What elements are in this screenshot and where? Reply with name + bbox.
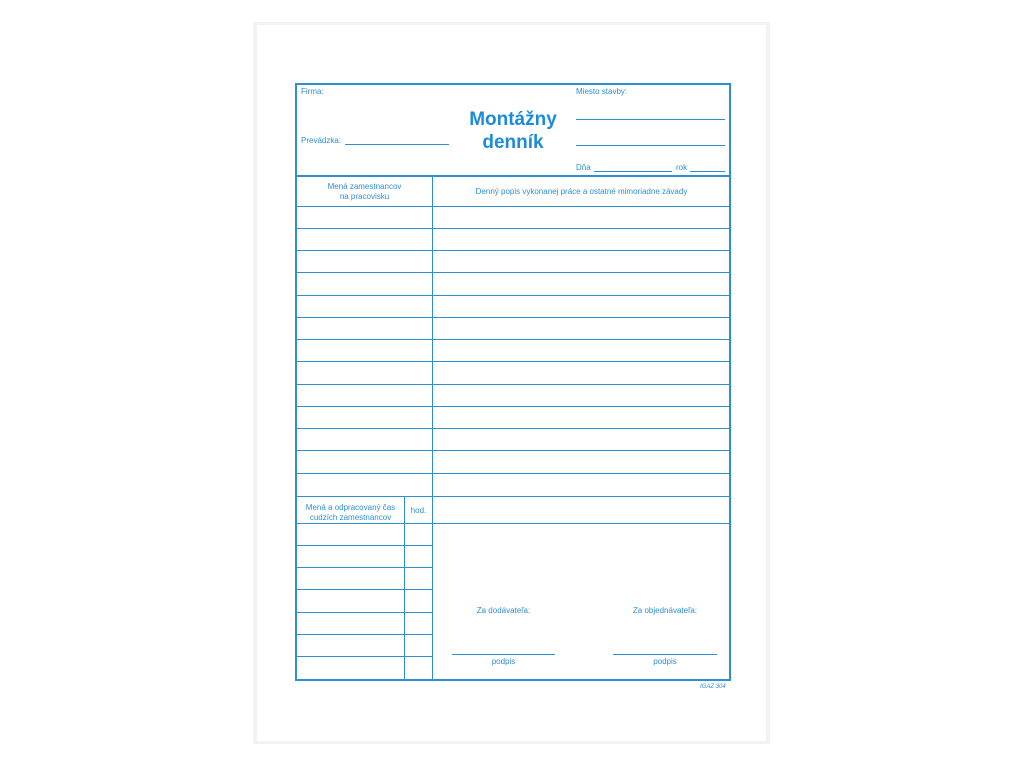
row-line: [295, 406, 731, 407]
row-line: [295, 428, 731, 429]
supplier-signature-line[interactable]: [452, 654, 555, 655]
prevadzka-field-line[interactable]: [345, 144, 449, 145]
rok-label: rok: [676, 163, 688, 172]
title-line-1: Montážny: [469, 109, 557, 130]
description-header: Denný popis vykonanej práce a ostatné mimoriadne závady: [475, 187, 688, 196]
external-row-line: [295, 589, 432, 590]
header-divider: [295, 175, 731, 177]
title-line-2: denník: [482, 132, 544, 153]
external-row-line: [295, 612, 432, 613]
form-code: IGAZ 304: [700, 684, 726, 690]
row-line: [295, 361, 731, 362]
customer-sign-caption: podpis: [653, 657, 677, 666]
hours-label: hod.: [410, 506, 427, 515]
external-header-divider: [295, 523, 731, 524]
row-line: [295, 250, 731, 251]
row-line: [295, 450, 731, 451]
external-header: [297, 503, 404, 523]
row-line: [295, 206, 731, 207]
page-title: [455, 108, 571, 154]
row-line: [295, 339, 731, 340]
names-header-line-1: Mená zamestnancov: [327, 182, 402, 191]
row-line: [295, 295, 731, 296]
row-line: [295, 228, 731, 229]
row-line: [295, 384, 731, 385]
rok-field-line[interactable]: [690, 171, 725, 172]
dna-field-line[interactable]: [594, 171, 672, 172]
external-row-line: [295, 545, 432, 546]
firma-label: Firma:: [301, 87, 324, 96]
external-row-line: [295, 634, 432, 635]
prevadzka-label: Prevádzka:: [301, 136, 342, 145]
row-line: [295, 317, 731, 318]
supplier-sign-caption: podpis: [491, 657, 516, 666]
miesto-stavby-label: Miesto stavby:: [576, 87, 628, 96]
miesto-stavby-line-1[interactable]: [576, 119, 725, 120]
miesto-stavby-line-2[interactable]: [576, 145, 725, 146]
external-header-line-2: cudzích zamestnancov: [309, 513, 392, 522]
external-header-line-1: Mená a odpracovaný čas: [305, 503, 396, 512]
row-line: [295, 272, 731, 273]
external-row-line: [295, 567, 432, 568]
row-line: [295, 473, 731, 474]
names-header: [297, 182, 432, 202]
supplier-label: Za dodávateľa:: [476, 606, 531, 615]
dna-label: Dňa: [576, 163, 591, 172]
customer-label: Za objednávateľa:: [632, 606, 698, 615]
form-border: [295, 83, 731, 681]
customer-signature-line[interactable]: [613, 654, 717, 655]
names-header-line-2: na pracovisku: [339, 192, 390, 201]
external-row-line: [295, 656, 432, 657]
row-line: [295, 496, 731, 497]
